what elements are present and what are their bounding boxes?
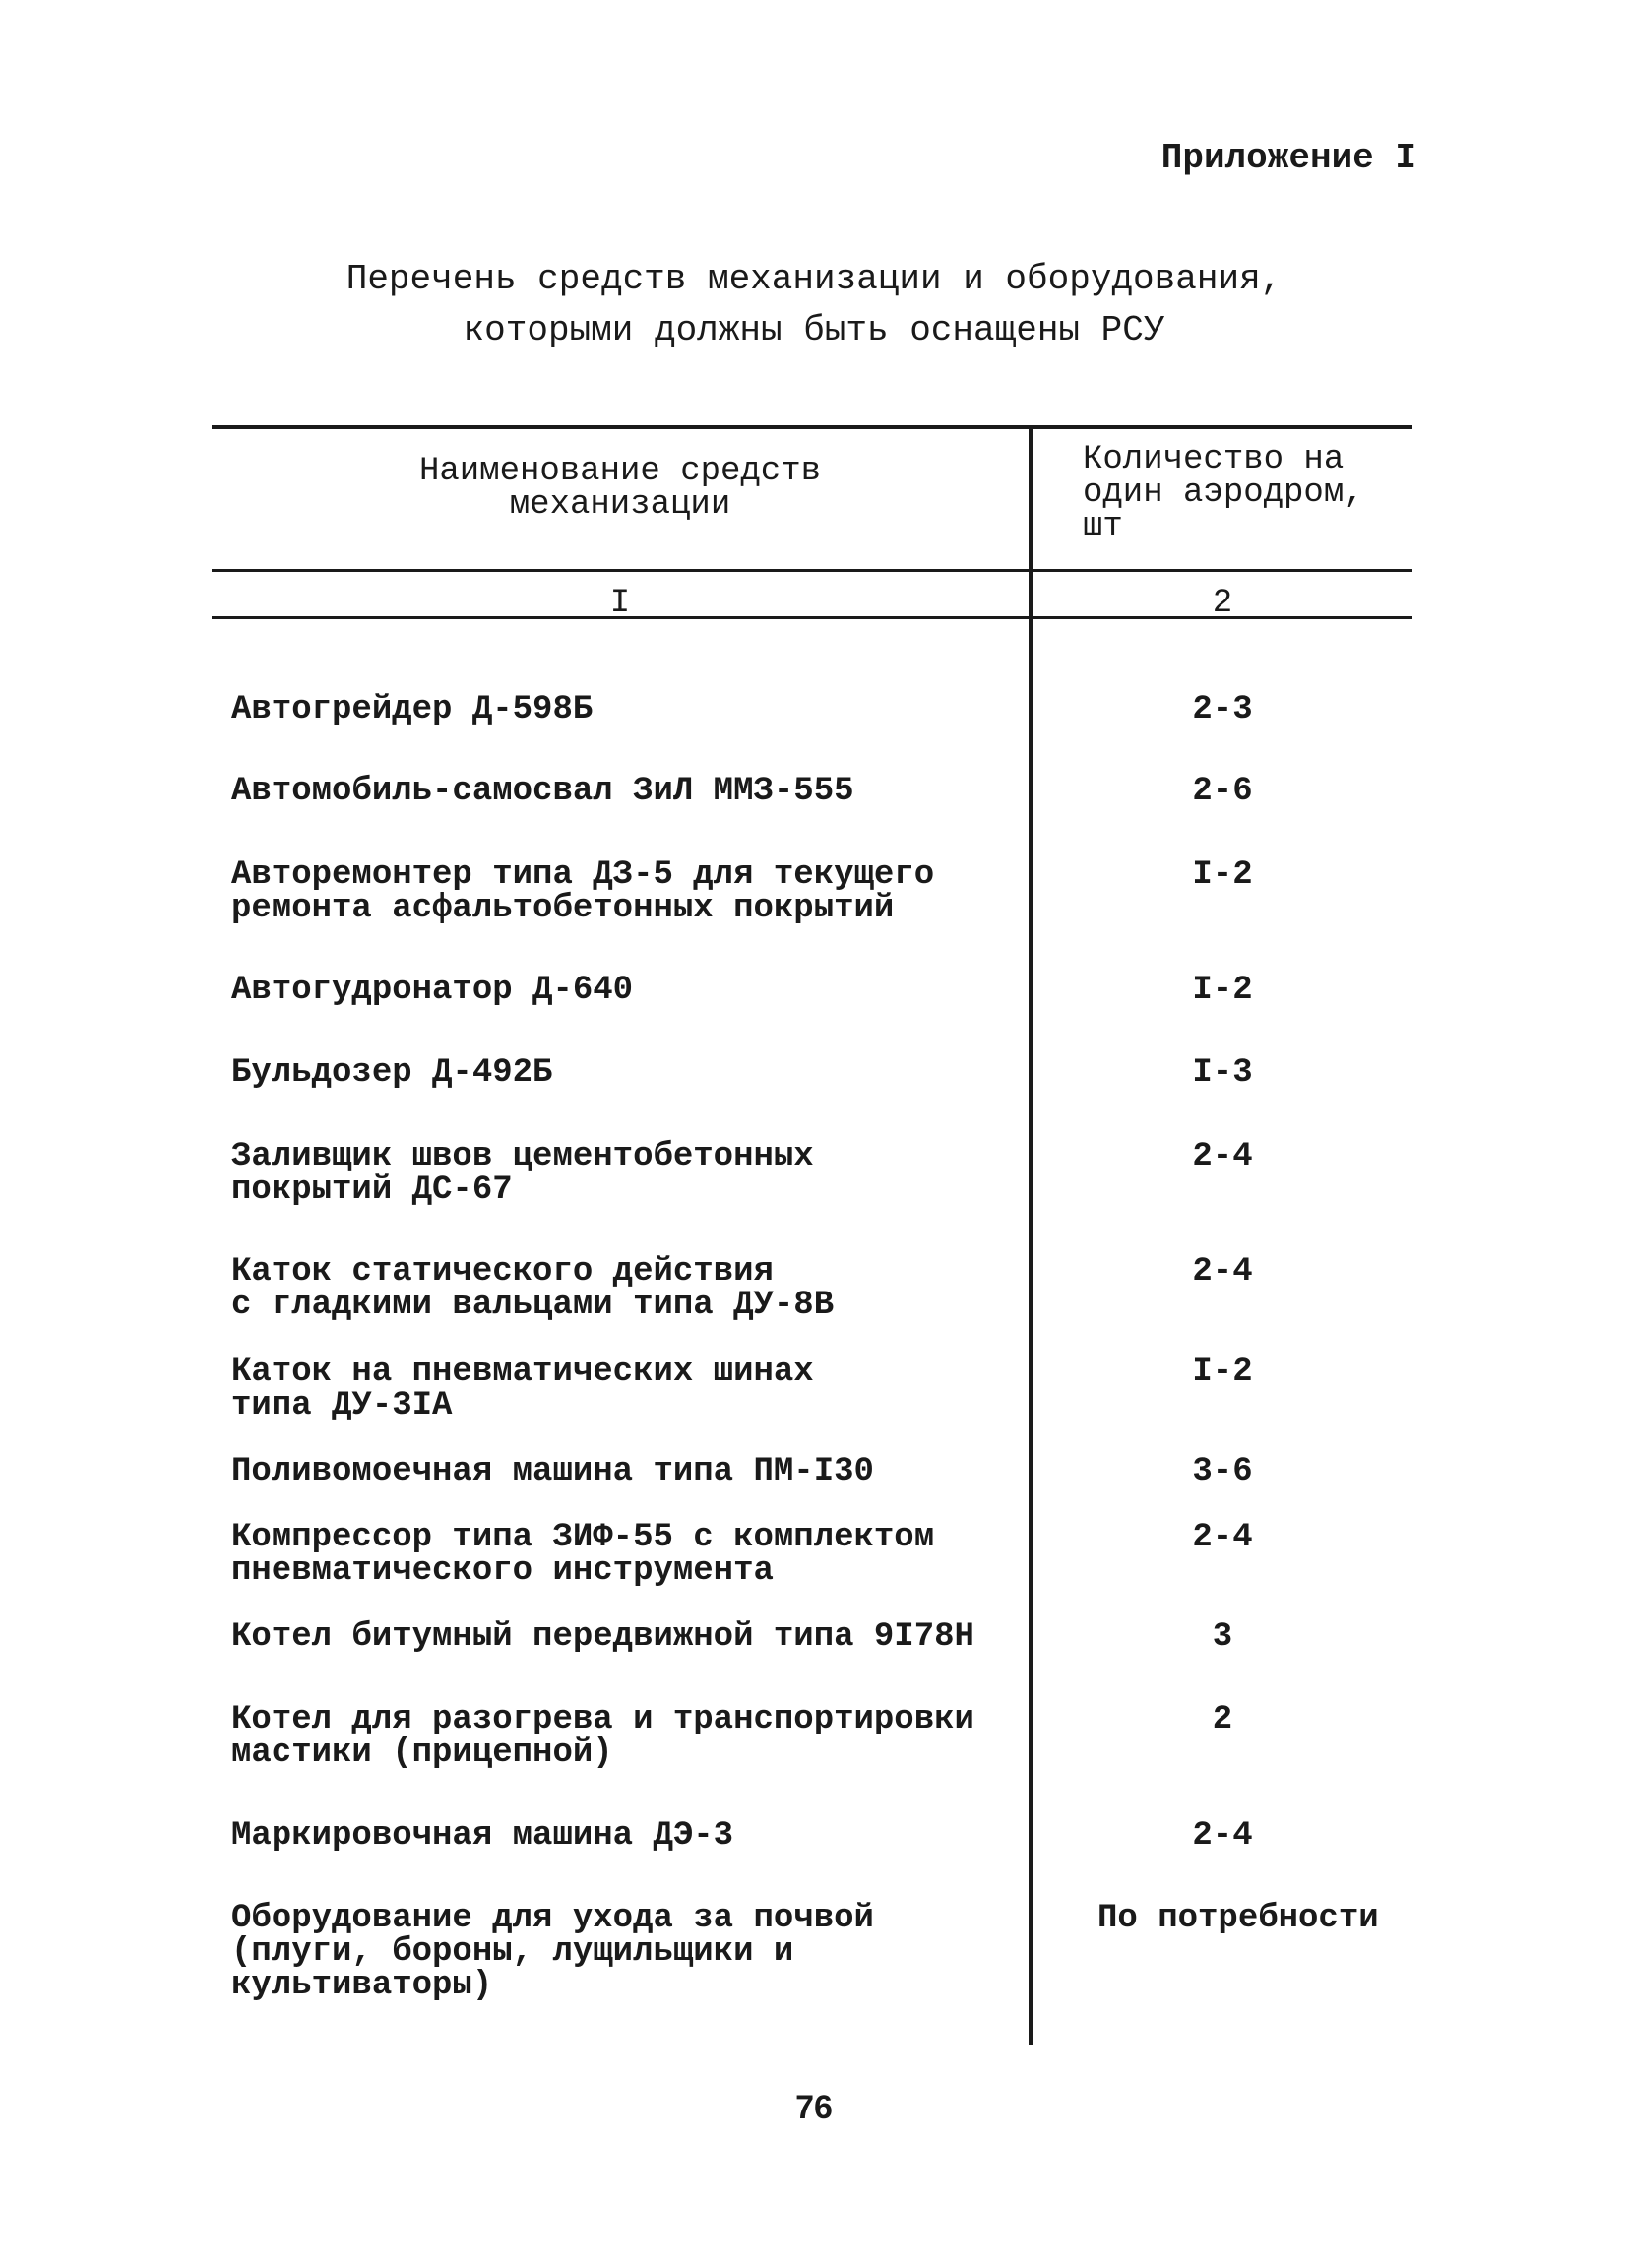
equipment-name: Маркировочная машина ДЭ-3 (231, 1817, 734, 1855)
appendix-label: Приложение I (1160, 138, 1416, 178)
equipment-quantity: 3 (1212, 1618, 1233, 1656)
column-header-quantity: Количество на один аэродром, шт (1083, 441, 1364, 545)
equipment-quantity: 2-4 (1192, 1817, 1253, 1855)
title-line-1: Перечень средств механизации и оборудования, (345, 259, 1283, 299)
equipment-name: Заливщик швов цементобетонных покрытий ДС-67 (231, 1138, 814, 1209)
equipment-name: Автогудронатор Д-640 (231, 972, 634, 1009)
equipment-name: Автомобиль-самосвал ЗиЛ ММЗ-555 (231, 773, 854, 810)
equipment-name: Оборудование для ухода за почвой (плуги, бороны, лущильщики и культиваторы) (231, 1900, 874, 2004)
equipment-quantity: 2-6 (1192, 773, 1253, 810)
equipment-name: Котел битумный передвижной типа 9I78Н (231, 1618, 974, 1656)
equipment-quantity: 2-3 (1192, 691, 1253, 728)
column-divider (1029, 425, 1033, 2045)
equipment-name: Автогрейдер Д-598Б (231, 691, 594, 728)
title-line-2: которыми должны быть оснащены РСУ (463, 310, 1165, 350)
equipment-quantity: 3-6 (1192, 1453, 1253, 1490)
equipment-quantity: I-2 (1192, 1354, 1253, 1391)
column-number-2: 2 (1212, 585, 1233, 622)
equipment-quantity: 2 (1212, 1701, 1233, 1738)
equipment-quantity: По потребности (1097, 1900, 1379, 1937)
column-number-1: I (609, 585, 631, 622)
equipment-quantity: 2-4 (1192, 1519, 1253, 1556)
page-number: 76 (795, 2089, 833, 2126)
document-title (0, 254, 1628, 356)
equipment-quantity: I-3 (1192, 1054, 1253, 1092)
equipment-quantity: 2-4 (1192, 1138, 1253, 1175)
equipment-name: Поливомоечная машина типа ПМ-I30 (231, 1453, 874, 1490)
equipment-name: Котел для разогрева и транспортировки мастики (прицепной) (231, 1701, 974, 1772)
equipment-name: Каток статического действия с гладкими вальцами типа ДУ-8В (231, 1253, 835, 1324)
header-rule (212, 569, 1412, 572)
table-top-rule (212, 425, 1412, 429)
equipment-quantity: I-2 (1192, 972, 1253, 1009)
equipment-name: Каток на пневматических шинах типа ДУ-3IА (231, 1354, 814, 1424)
equipment-quantity: I-2 (1192, 856, 1253, 894)
equipment-name: Авторемонтер типа ДЗ-5 для текущего ремонта асфальтобетонных покрытий (231, 856, 935, 927)
equipment-name: Компрессор типа ЗИФ-55 с комплектом пневматического инструмента (231, 1519, 935, 1590)
equipment-name: Бульдозер Д-492Б (231, 1054, 553, 1092)
column-header-name: Наименование средств механизации (418, 453, 822, 524)
equipment-quantity: 2-4 (1192, 1253, 1253, 1291)
